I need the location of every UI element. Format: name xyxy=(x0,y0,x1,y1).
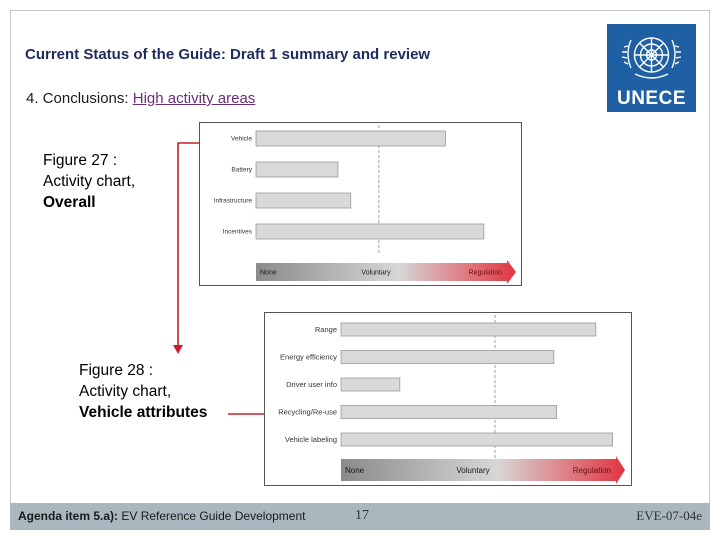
chart-0-bar-3 xyxy=(256,224,484,239)
chart-0-bar-1 xyxy=(256,162,338,177)
chart-0-scale-label-0: None xyxy=(260,269,277,277)
activity-chart-vehicle-attributes xyxy=(264,312,632,486)
footer-agenda xyxy=(18,509,305,523)
subtitle-highlight-link[interactable]: High activity areas xyxy=(132,90,256,107)
chart-1-bar-1 xyxy=(341,351,554,364)
footer-page-number: 17 xyxy=(355,508,369,523)
chart-0-svg xyxy=(200,123,521,285)
chart-0-category-label-2: Infrastructure xyxy=(213,197,252,205)
chart-1-category-label-1: Energy efficiency xyxy=(280,352,337,362)
footer-agenda-text: EV Reference Guide Development xyxy=(118,509,306,523)
footer-agenda-label: Agenda item 5.a): xyxy=(18,509,119,523)
caption-28-line2: Activity chart, xyxy=(79,383,172,400)
caption-27-line3: Overall xyxy=(43,194,96,211)
chart-1-category-label-4: Vehicle labeling xyxy=(284,435,337,444)
chart-0-bar-2 xyxy=(256,193,351,208)
chart-0-category-label-3: Incentives xyxy=(222,228,252,236)
chart-0-scale-label-2: Regulation xyxy=(468,269,502,277)
chart-1-category-label-0: Range xyxy=(314,325,337,334)
chart-1-bar-3 xyxy=(341,406,557,419)
caption-27-line1: Figure 27 : xyxy=(43,152,118,169)
chart-1-category-label-3: Recycling/Re-use xyxy=(278,407,337,417)
chart-1-bar-4 xyxy=(341,433,613,446)
chart-1-svg xyxy=(265,313,631,485)
footer-bar xyxy=(10,503,710,530)
chart-1-category-label-2: Driver user info xyxy=(286,380,337,389)
chart-1-scale-label-0: None xyxy=(345,466,365,475)
chart-1-bar-0 xyxy=(341,323,596,336)
chart-0-bar-0 xyxy=(256,131,445,146)
chart-0-category-label-0: Vehicle xyxy=(231,135,252,143)
chart-1-bar-2 xyxy=(341,378,400,391)
chart-0-category-label-1: Battery xyxy=(231,166,252,174)
footer-doc-code: EVE-07-04e xyxy=(636,508,702,523)
caption-28-line3: Vehicle attributes xyxy=(79,404,208,421)
caption-27-line2: Activity chart, xyxy=(43,173,136,190)
subtitle-prefix: 4. Conclusions: xyxy=(26,90,133,107)
activity-chart-overall xyxy=(199,122,522,286)
chart-1-scale-label-1: Voluntary xyxy=(456,466,490,475)
caption-28-line1: Figure 28 : xyxy=(79,362,154,379)
chart-1-scale-label-2: Regulation xyxy=(572,466,611,475)
chart-0-scale-label-1: Voluntary xyxy=(361,269,391,277)
slide-title: Current Status of the Guide: Draft 1 summary and review xyxy=(25,46,431,63)
logo-text: UNECE xyxy=(616,88,686,109)
